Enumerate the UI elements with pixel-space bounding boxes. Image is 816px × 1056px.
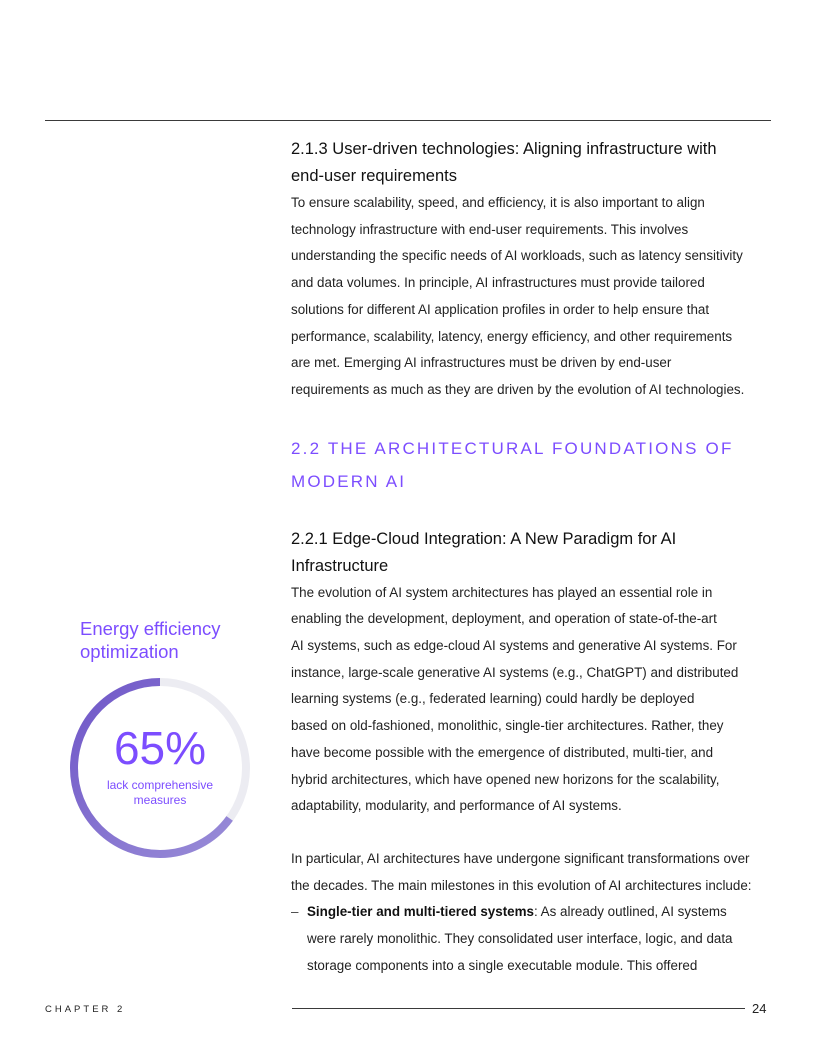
- text-line: storage components into a single executable module. This offered: [307, 957, 698, 973]
- text-line: instance, large-scale generative AI systems (e.g., ChatGPT) and distributed: [291, 664, 739, 680]
- text-line: requirements as much as they are driven by the evolution of AI technologies.: [291, 381, 745, 397]
- heading-line: 2.1.3 User-driven technologies: Aligning infrastructure with: [291, 140, 717, 158]
- text-line: solutions for different AI application profiles in order to help ensure that: [291, 301, 710, 317]
- sidebar-title: [80, 617, 280, 663]
- text-line: have become possible with the emergence of distributed, multi-tier, and: [291, 744, 714, 760]
- text-line: are met. Emerging AI infrastructures must be driven by end-user: [291, 355, 672, 371]
- heading-line: MODERN AI: [291, 471, 407, 491]
- heading-line: end-user requirements: [291, 167, 457, 185]
- text-line: and data volumes. In principle, AI infrastructures must provide tailored: [291, 275, 705, 291]
- sidebar-title-line: optimization: [80, 641, 179, 662]
- text-line: technology infrastructure with end-user requirements. This involves: [291, 221, 689, 237]
- paragraph-2-2-1-a: [291, 580, 771, 820]
- page-number: 24: [752, 1001, 767, 1016]
- stat-caption-line: measures: [133, 793, 187, 807]
- footer-chapter: CHAPTER 2: [45, 1004, 126, 1015]
- list-item: [291, 899, 771, 979]
- text-line: hybrid architectures, which have opened new horizons for the scalability,: [291, 771, 720, 787]
- text-line: enabling the development, deployment, and operation of state-of-the-art: [291, 611, 717, 627]
- text-line: learning systems (e.g., federated learning) could hardly be deployed: [291, 691, 695, 707]
- heading-line: 2.2.1 Edge-Cloud Integration: A New Paradigm for AI: [291, 529, 677, 548]
- dash-bullet: –: [291, 904, 299, 920]
- text-line: To ensure scalability, speed, and efficiency, it is also important to align: [291, 195, 705, 210]
- footer-divider: [292, 1008, 745, 1009]
- text-line: based on old-fashioned, monolithic, single-tier architectures. Rather, they: [291, 718, 724, 734]
- heading-2-1-3: [291, 136, 771, 190]
- text-line: were rarely monolithic. They consolidated user interface, logic, and data: [307, 931, 733, 947]
- text-line: performance, scalability, latency, energy efficiency, and other requirements: [291, 328, 733, 344]
- text-line: In particular, AI architectures have undergone significant transformations over: [291, 850, 750, 866]
- heading-2-2-1: [291, 526, 771, 580]
- paragraph-2-1-3: [291, 190, 771, 404]
- main-column: [291, 136, 771, 979]
- text-line: The evolution of AI system architectures has played an essential role in: [291, 584, 713, 600]
- heading-2-2: [291, 432, 771, 498]
- stat-value: 65%: [113, 722, 207, 774]
- sidebar-title-line: Energy efficiency: [80, 618, 221, 639]
- top-divider: [45, 120, 771, 121]
- text-line: understanding the specific needs of AI workloads, such as latency sensitivity: [291, 248, 743, 264]
- text-line: the decades. The main milestones in this evolution of AI architectures include:: [291, 877, 752, 893]
- list-item-term: Single-tier and multi-tiered systems: [307, 904, 534, 920]
- list-item-text: [307, 899, 733, 979]
- heading-line: 2.2 THE ARCHITECTURAL FOUNDATIONS OF: [291, 438, 734, 458]
- stat-caption-line: lack comprehensive: [106, 778, 214, 792]
- text-line: adaptability, modularity, and performance of AI systems.: [291, 798, 622, 814]
- paragraph-2-2-1-b: [291, 846, 771, 899]
- heading-line: Infrastructure: [291, 556, 389, 575]
- text-line: : As already outlined, AI systems: [533, 904, 727, 920]
- text-line: AI systems, such as edge-cloud AI systems and generative AI systems. For: [291, 638, 737, 654]
- stat-caption: [96, 778, 224, 808]
